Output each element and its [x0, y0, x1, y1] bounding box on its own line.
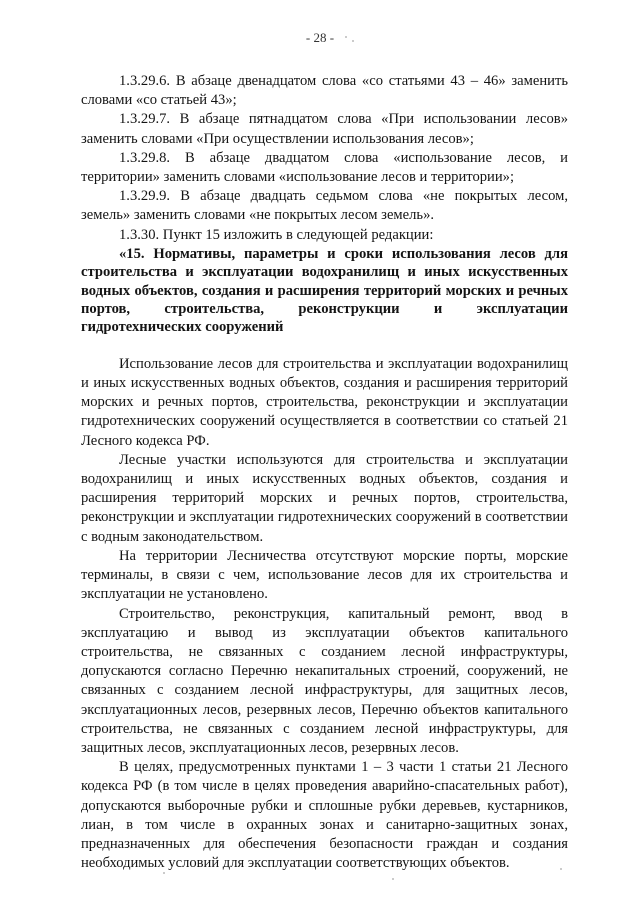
scan-speck [345, 36, 347, 38]
paragraph-purposes: В целях, предусмотренных пунктами 1 – 3 части 1 статьи 21 Лесного кодекса РФ (в том числе в целях проведения аварийно-спасательных работ), допускаются выборочные рубки и сплошные рубки деревьев, кустарников, лиан, в том числе в охранных зонах и санитарно-защитных зонах, предназначенных для обеспечения безопасности граждан и создания необходимых условий для эксплуатации соответствующих объектов. [81, 759, 568, 872]
scan-speck [163, 872, 165, 874]
paragraph-forest-plots: Лесные участки используются для строительства и эксплуатации водохранилищ и иных искусственных водных объектов, создания и расширения территорий морских и речных портов, строительства, реконструкции и эксплуатации гидротехнических сооружений в соответствии с водным законодательством. [81, 451, 568, 545]
scan-speck [560, 868, 562, 870]
paragraph-1-3-29-7: 1.3.29.7. В абзаце пятнадцатом слова «При использовании лесов» заменить словами «При осуществлении использования лесов»; [81, 111, 568, 147]
paragraph-1-3-29-9: 1.3.29.9. В абзаце двадцать седьмом слова «не покрытых лесом, земель» заменить словами «не покрытых лесом земель». [81, 188, 568, 224]
paragraph-use-of-forests: Использование лесов для строительства и эксплуатации водохранилищ и иных искусственных водных объектов, создания и расширения территорий морских и речных портов, строительства, реконструкции и эксплуатации гидротехнических сооружений осуществляется в соответствии со статьей 21 Лесного кодекса РФ. [81, 355, 568, 449]
spacer [81, 337, 568, 355]
page-number: - 28 - [305, 30, 335, 45]
scan-speck [352, 40, 354, 42]
paragraph-construction: Строительство, реконструкция, капитальный ремонт, ввод в эксплуатацию и вывод из эксплуатации объектов капитального строительства, не связанных с созданием лесной инфраструктуры, допускаются согласно Перечню некапитальных строений, сооружений, не связанных с созданием лесной инфраструктуры, для защитных лесов, эксплуатационных лесов, резервных лесов, Перечню объектов капитального строительства, не связанных с созданием лесной инфраструктуры, для защитных лесов, эксплуатационных лесов, резервных лесов. [81, 605, 568, 756]
scan-speck [392, 878, 394, 880]
section-heading: «15. Нормативы, параметры и сроки использования лесов для строительства и эксплуатации водохранилищ и иных искусственных водных объектов, создания и расширения территорий морских и речных портов, строительства, реконструкции и эксплуатации гидротехнических сооружений [81, 245, 568, 336]
paragraph-1-3-29-6: 1.3.29.6. В абзаце двенадцатом слова «со статьями 43 – 46» заменить словами «со статьей 43»; [81, 73, 568, 109]
paragraph-1-3-29-8: 1.3.29.8. В абзаце двадцатом слова «использование лесов, и территории» заменить словами «использование лесов и территории»; [81, 149, 568, 186]
document-body [81, 72, 568, 873]
paragraph-1-3-30: 1.3.30. Пункт 15 изложить в следующей редакции: [119, 226, 434, 243]
paragraph-sea-ports: На территории Лесничества отсутствуют морские порты, морские терминалы, в связи с чем, использование лесов для их строительства и эксплуатации не установлено. [81, 547, 568, 603]
